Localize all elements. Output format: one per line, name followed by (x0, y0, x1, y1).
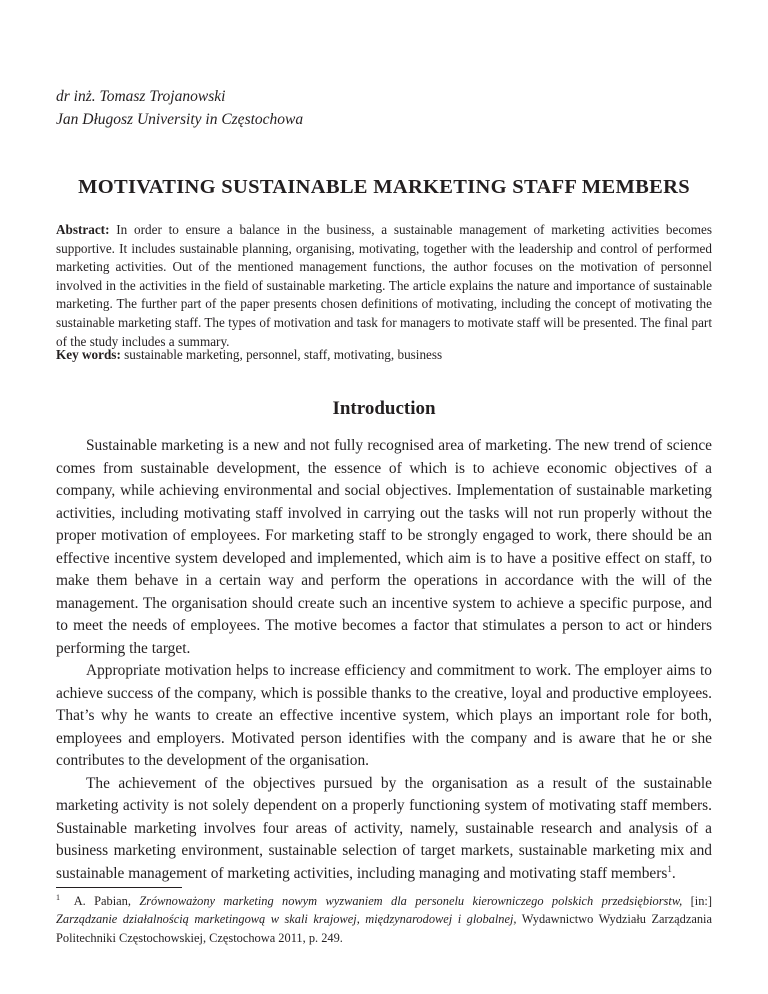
footnote-title: Zrównoważony marketing nowym wyzwaniem dla personelu kierowniczego polskich przedsiębiorstw, (139, 894, 683, 908)
abstract-label: Abstract: (56, 222, 110, 237)
paragraph-3: The achievement of the objectives pursued by the organisation as a result of the sustainable marketing activity is not solely dependent on a properly functioning system of motivating staff members. Sustainable marketing involves four areas of activity, namely, sustainable research and analysis of a business marketing environment, sustainable selection of target markets, sustainable marketing mix and sustainable management of marketing activities, including managing and motivating staff members$^1$. (56, 774, 712, 882)
author-affiliation: Jan Długosz University in Częstochowa (56, 111, 304, 128)
author-name: dr inż. Tomasz Trojanowski (56, 88, 226, 105)
footnote (56, 892, 712, 947)
footnote-in: [in:] (690, 894, 712, 908)
paper-title: MOTIVATING SUSTAINABLE MARKETING STAFF MEMBERS (78, 176, 690, 198)
introduction-body (56, 435, 712, 885)
keywords (56, 346, 712, 364)
keywords-label: Key words: (56, 347, 121, 362)
footnote-reference[interactable]: 1 (667, 863, 672, 874)
paragraph-2: Appropriate motivation helps to increase efficiency and commitment to work. The employer aims to achieve success of the company, which is possible thanks to the creative, loyal and productive employees. That’s why he wants to create an effective incentive system, which plays an important role for both, employees and employers. Motivated person identifies with the company and is aware that he or she contributes to the development of the organisation. (56, 662, 712, 769)
footnote-author: A. Pabian, (73, 894, 131, 908)
footnote-publisher: Wydawnictwo Wydziału Zarządzania Politechniki Częstochowskiej, Częstochowa 2011, p. 249. (56, 912, 712, 945)
paragraph-1: Sustainable marketing is a new and not fully recognised area of marketing. The new trend of science comes from sustainable development, the essence of which is to achieve economic objectives of a company, while achieving environmental and social objectives. Implementation of sustainable marketing activities, including motivating staff involved in carrying out the tasks will not run properly without the proper motivation of employees. For marketing staff to be strongly engaged to work, there should be an effective incentive system developed and implemented, which aim is to have a positive effect on staff, to make them behave in a certain way and perform the operations in accordance with the will of the management. The organisation should create such an incentive system to achieve a specific purpose, and to meet the needs of employees. The motive becomes a factor that stimulates a person to act or hinders performing the target. (56, 437, 712, 657)
author-block (56, 85, 303, 131)
paragraph-3-text: The achievement of the objectives pursued by the organisation as a result of the sustainable marketing activity is not solely dependent on a properly functioning system of motivating staff members. Sustainable marketing involves four areas of activity, namely, sustainable research and analysis of a business marketing environment, sustainable selection of target markets, sustainable marketing mix and sustainable management of marketing activities, including managing and motivating staff members (56, 774, 712, 882)
footnote-number: 1 (56, 892, 60, 902)
abstract (56, 221, 712, 351)
keywords-text: sustainable marketing, personnel, staff, motivating, business (124, 347, 443, 362)
section-heading: Introduction (332, 398, 436, 419)
footnote-divider (56, 887, 182, 888)
abstract-text: In order to ensure a balance in the business, a sustainable management of marketing activities becomes supportive. It includes sustainable planning, organising, motivating, together with the leadership and control of performed marketing activities. Out of the mentioned management functions, the author focuses on the motivation of personnel involved in the activities in the field of sustainable marketing. The article explains the nature and importance of sustainable marketing. The further part of the paper presents chosen definitions of motivating, including the concept of motivating the sustainable marketing staff. The types of motivation and task for managers to motivate staff will be presented. The final part of the study includes a summary. (56, 222, 713, 349)
footnote-book: Zarządzanie działalnością marketingową w skali krajowej, międzynarodowej i globalnej, (56, 912, 517, 927)
